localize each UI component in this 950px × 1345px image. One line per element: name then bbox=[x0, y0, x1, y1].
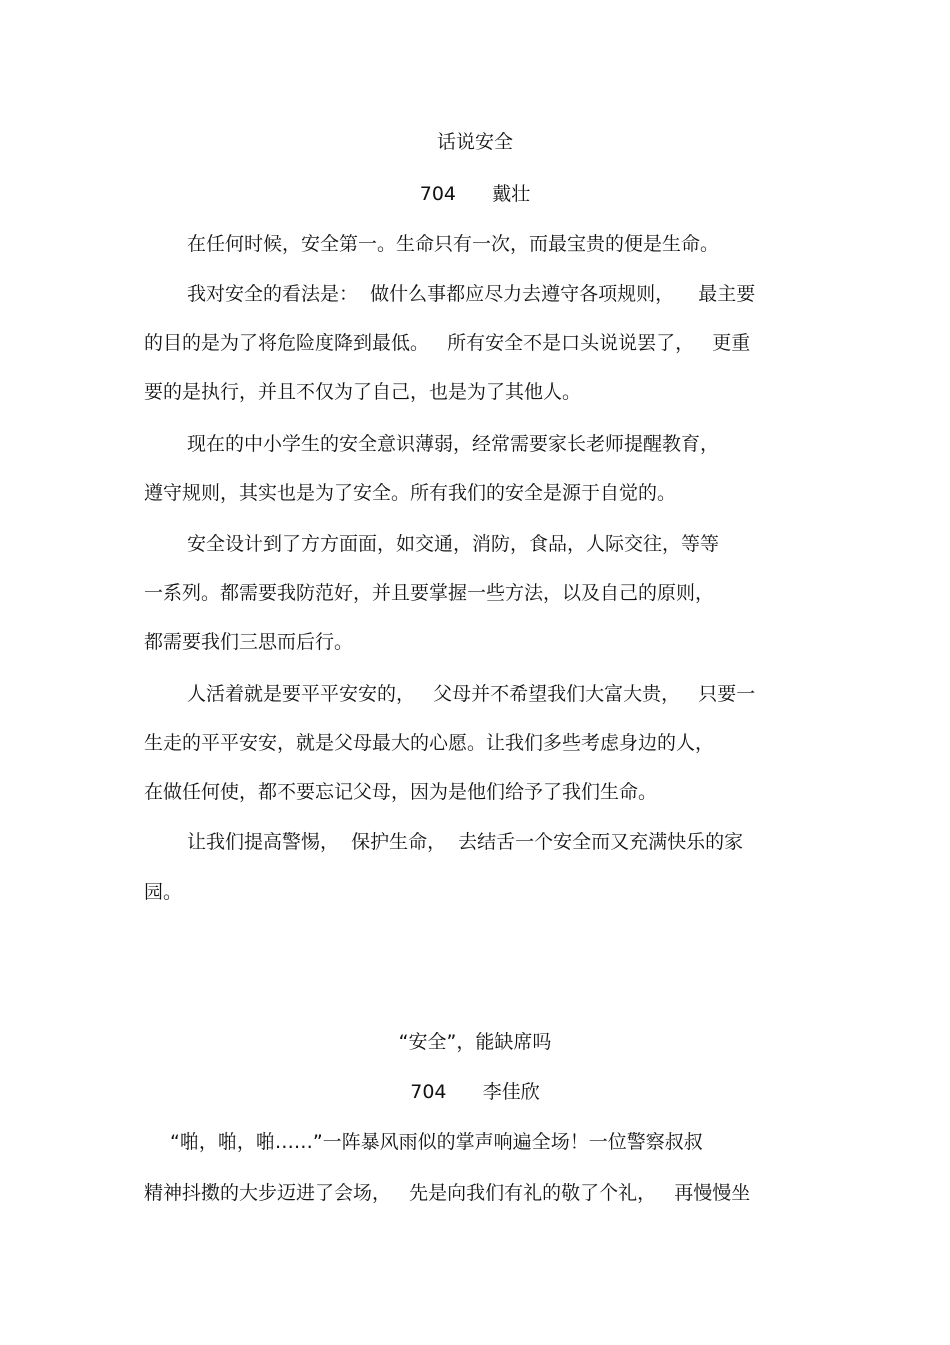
essay-2-line: “啪，啪，啪……”一阵暴风雨似的掌声响遍全场！一位警察叔叔 bbox=[170, 1131, 703, 1153]
essay-2-author: 704 李佳欣 bbox=[410, 1081, 540, 1103]
essay-1-title: 话说安全 bbox=[436, 131, 513, 153]
essay-1-line: 园。 bbox=[144, 881, 183, 903]
essay-1-author: 704 戴壮 bbox=[419, 183, 531, 205]
essay-1-line: 都需要我们三思而后行。 bbox=[144, 631, 354, 653]
essay-1-line: 安全设计到了方方面面，如交通，消防，食品，人际交往，等等 bbox=[187, 533, 720, 555]
essay-1-line: 遵守规则，其实也是为了安全。所有我们的安全是源于自觉的。 bbox=[144, 482, 677, 504]
essay-1-line: 让我们提高警惕， 保护生命， 去结舌一个安全而又充满快乐的家 bbox=[187, 831, 744, 853]
essay-1-line: 一系列。都需要我防范好，并且要掌握一些方法，以及自己的原则， bbox=[144, 582, 715, 604]
essay-1-line: 现在的中小学生的安全意识薄弱，经常需要家长老师提醒教育， bbox=[187, 433, 720, 455]
essay-1-line: 要的是执行，并且不仅为了自己，也是为了其他人。 bbox=[144, 381, 582, 403]
essay-2-title: “安全”，能缺席吗 bbox=[398, 1031, 552, 1053]
essay-1-line: 的目的是为了将危险度降到最低。 所有安全不是口头说说罢了， 更重 bbox=[144, 332, 751, 354]
essay-1-line: 人活着就是要平平安安的， 父母并不希望我们大富大贵， 只要一 bbox=[187, 683, 756, 705]
essay-1-line: 在做任何使，都不要忘记父母，因为是他们给予了我们生命。 bbox=[144, 781, 658, 803]
essay-1-line: 我对安全的看法是： 做什么事都应尽力去遵守各项规则， 最主要 bbox=[187, 283, 756, 305]
essay-2-line: 精神抖擞的大步迈进了会场， 先是向我们有礼的敬了个礼， 再慢慢坐 bbox=[144, 1182, 751, 1204]
essay-1-line: 在任何时候，安全第一。生命只有一次，而最宝贵的便是生命。 bbox=[187, 233, 720, 255]
essay-1-line: 生走的平平安安，就是父母最大的心愿。让我们多些考虑身边的人， bbox=[144, 732, 715, 754]
